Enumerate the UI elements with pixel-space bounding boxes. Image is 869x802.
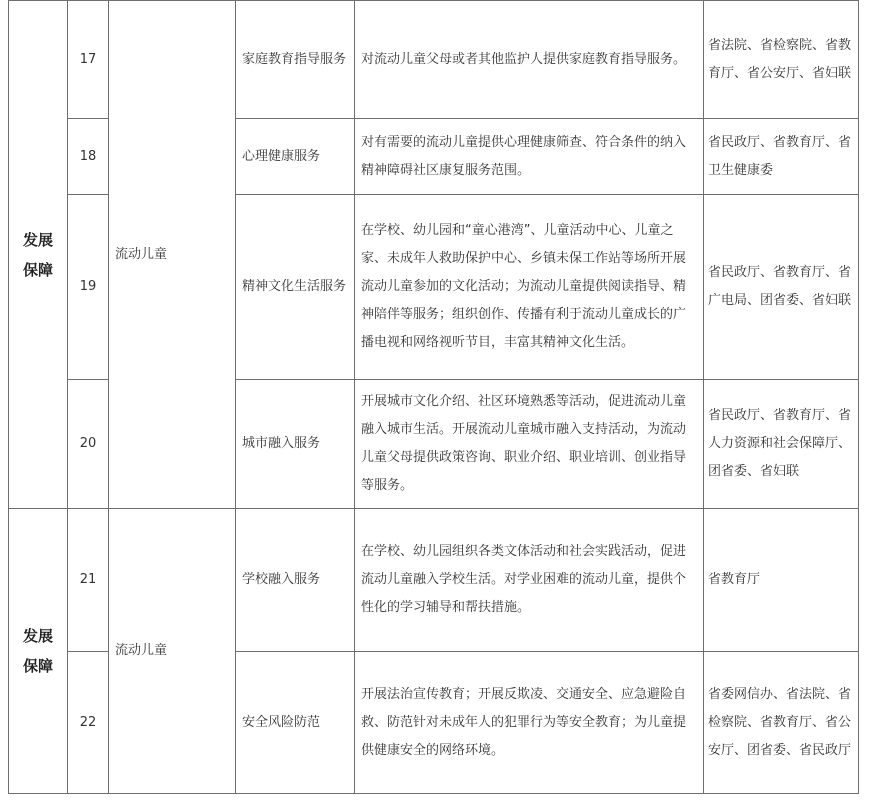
service-name: 学校融入服务 bbox=[236, 509, 355, 652]
responsible-departments: 省委网信办、省法院、省检察院、省教育厅、省公安厅、团省委、省民政厅 bbox=[704, 652, 859, 794]
service-description: 开展法治宣传教育；开展反欺凌、交通安全、应急避险自救、防范针对未成年人的犯罪行为等安全教育；为儿童提供健康安全的网络环境。 bbox=[355, 652, 704, 794]
service-name: 家庭教育指导服务 bbox=[236, 1, 355, 119]
service-description: 对流动儿童父母或者其他监护人提供家庭教育指导服务。 bbox=[355, 1, 704, 119]
table-row bbox=[9, 509, 859, 652]
row-number: 21 bbox=[68, 509, 109, 652]
row-number: 22 bbox=[68, 652, 109, 794]
category-cell: 发展 保障 bbox=[9, 509, 68, 794]
service-description: 在学校、幼儿园组织各类文体活动和社会实践活动，促进流动儿童融入学校生活。对学业困难的流动儿童，提供个性化的学习辅导和帮扶措施。 bbox=[355, 509, 704, 652]
responsible-departments: 省民政厅、省教育厅、省卫生健康委 bbox=[704, 119, 859, 195]
group-cell: 流动儿童 bbox=[109, 1, 236, 509]
service-name: 安全风险防范 bbox=[236, 652, 355, 794]
group-cell: 流动儿童 bbox=[109, 509, 236, 794]
table-row bbox=[9, 1, 859, 119]
category-cell: 发展 保障 bbox=[9, 1, 68, 509]
row-number: 18 bbox=[68, 119, 109, 195]
responsible-departments: 省民政厅、省教育厅、省广电局、团省委、省妇联 bbox=[704, 195, 859, 380]
responsible-departments: 省教育厅 bbox=[704, 509, 859, 652]
service-name: 心理健康服务 bbox=[236, 119, 355, 195]
row-number: 20 bbox=[68, 380, 109, 509]
service-description: 开展城市文化介绍、社区环境熟悉等活动，促进流动儿童融入城市生活。开展流动儿童城市融入支持活动，为流动儿童父母提供政策咨询、职业介绍、职业培训、创业指导等服务。 bbox=[355, 380, 704, 509]
row-number: 17 bbox=[68, 1, 109, 119]
service-name: 城市融入服务 bbox=[236, 380, 355, 509]
responsible-departments: 省法院、省检察院、省教育厅、省公安厅、省妇联 bbox=[704, 1, 859, 119]
service-description: 对有需要的流动儿童提供心理健康筛查、符合条件的纳入精神障碍社区康复服务范围。 bbox=[355, 119, 704, 195]
services-table bbox=[8, 0, 859, 794]
responsible-departments: 省民政厅、省教育厅、省人力资源和社会保障厅、团省委、省妇联 bbox=[704, 380, 859, 509]
service-name: 精神文化生活服务 bbox=[236, 195, 355, 380]
service-description: 在学校、幼儿园和“童心港湾”、儿童活动中心、儿童之家、未成年人救助保护中心、乡镇未保工作站等场所开展流动儿童参加的文化活动；为流动儿童提供阅读指导、精神陪伴等服务；组织创作、传播有利于流动儿童成长的广播电视和网络视听节目，丰富其精神文化生活。 bbox=[355, 195, 704, 380]
row-number: 19 bbox=[68, 195, 109, 380]
